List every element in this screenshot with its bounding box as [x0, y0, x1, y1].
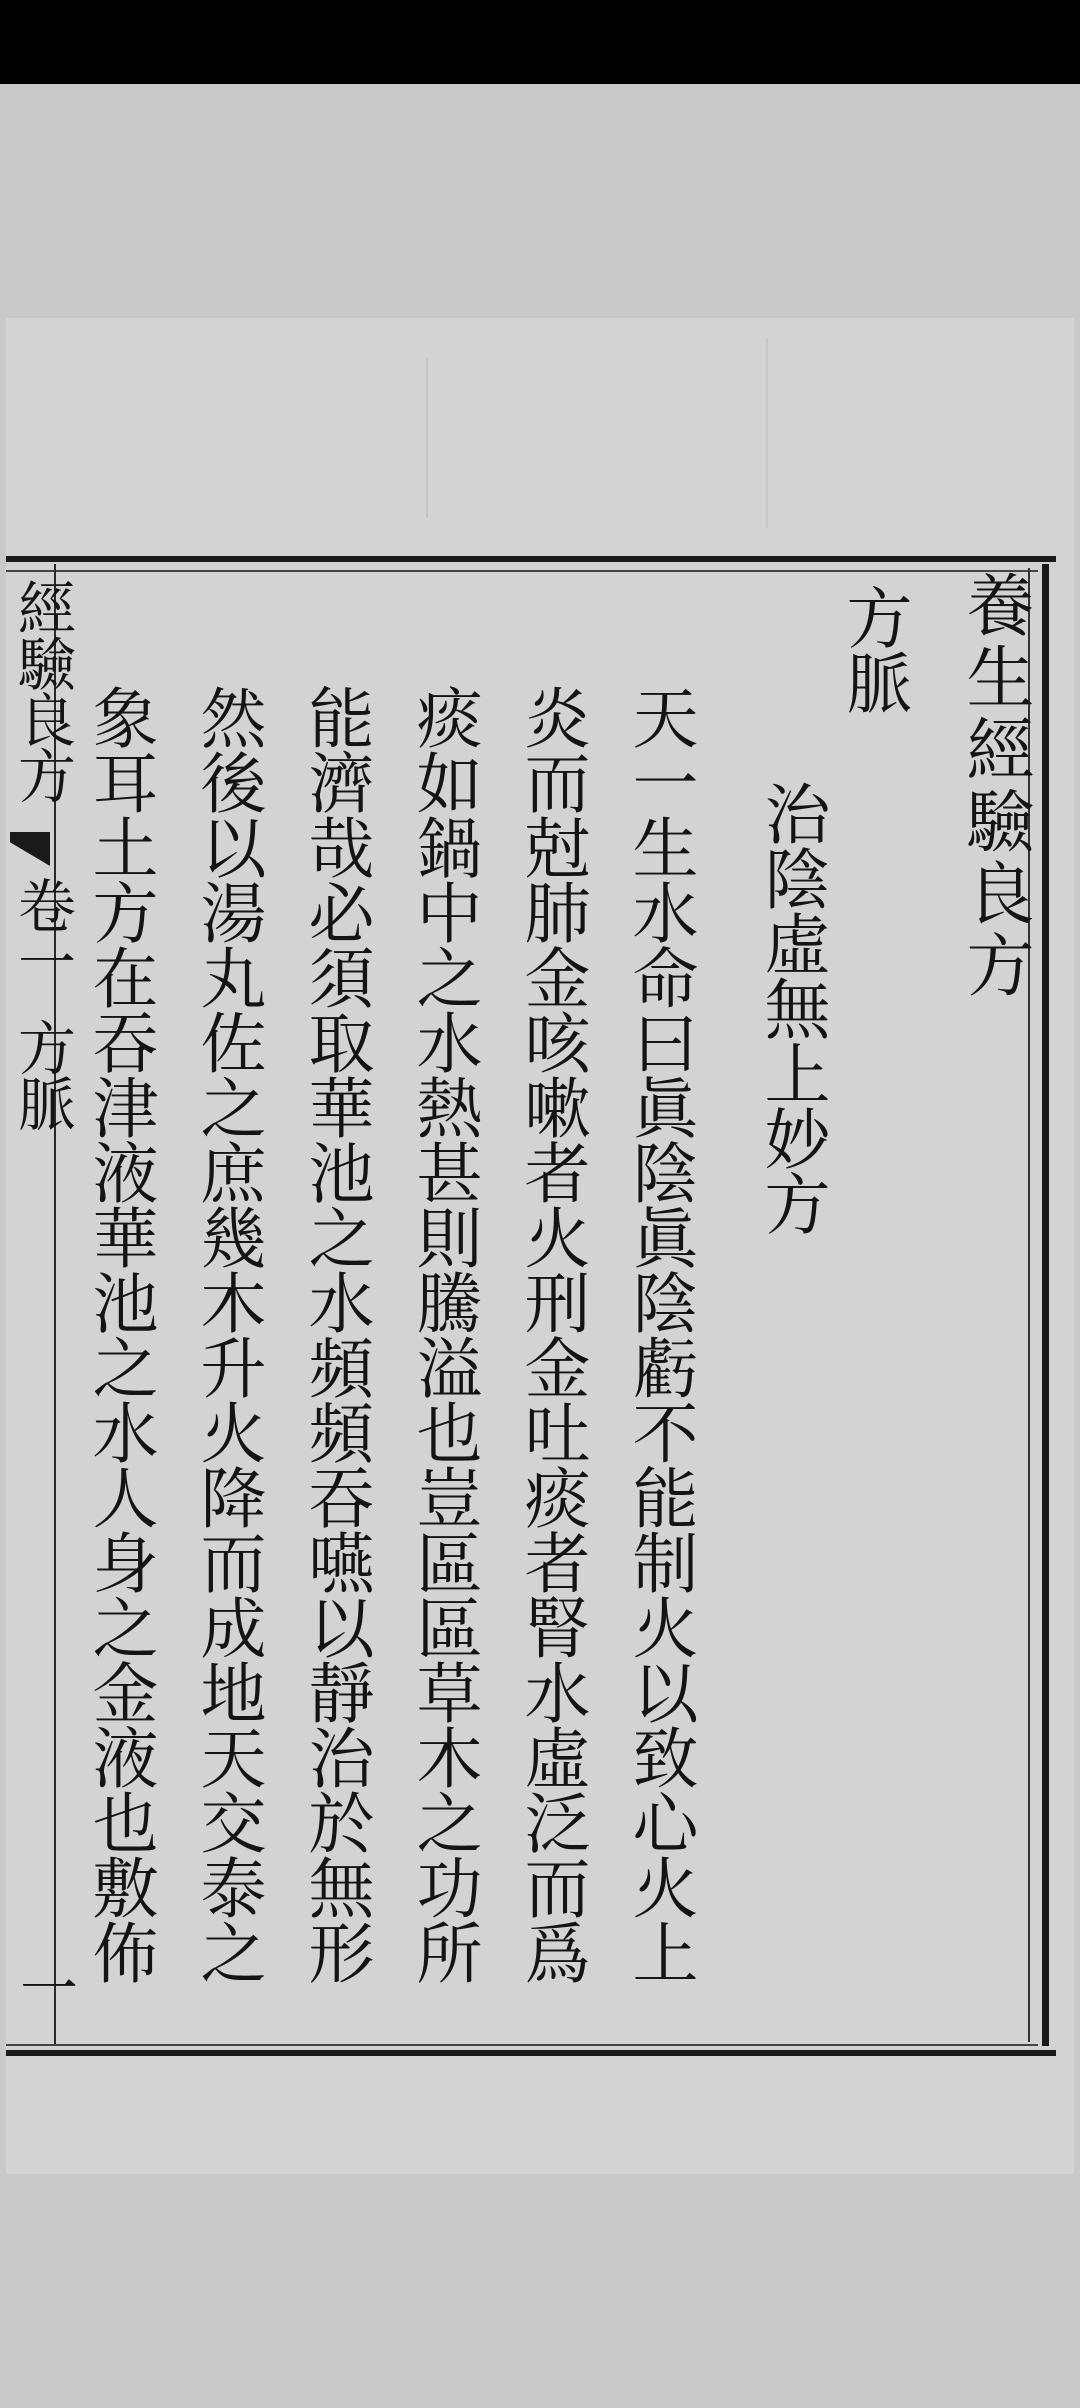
frame-right-border	[1042, 564, 1049, 2046]
text-column-5: 然後以湯丸佐之庶幾木升火降而成地天交泰之	[189, 684, 266, 1984]
spine-volume: 卷一	[8, 876, 76, 988]
text-column-3: 痰如鍋中之水熱甚則騰溢也豈區區草木之功所	[405, 684, 482, 1984]
text-column-1: 天一生水命曰眞陰眞陰虧不能制火以致心火上	[621, 684, 698, 1984]
folio-number: 一	[10, 1958, 78, 2016]
bleed-through-mark	[426, 358, 428, 518]
bleed-through-mark	[766, 338, 768, 528]
text-column-6: 象耳土方在吞津液華池之水人身之金液也敷佈	[81, 684, 158, 1984]
scanned-book-page	[6, 318, 1074, 2174]
status-bar	[0, 0, 1080, 84]
book-title: 養生經驗良方	[955, 570, 1034, 1002]
frame-inner-top-rule	[6, 570, 1038, 572]
text-column-2: 炎而尅肺金咳嗽者火刑金吐痰者腎水虛泛而爲	[513, 684, 590, 1984]
spine-chapter: 方脈	[8, 1018, 76, 1130]
chapter-heading: 方脈	[835, 584, 912, 714]
spine-title: 經驗良方	[8, 578, 76, 802]
section-title: 治陰虛無上妙方	[753, 780, 830, 1235]
frame-inner-bottom-rule	[6, 2044, 1038, 2046]
text-column-4: 能濟哉必須取華池之水頻頻吞嚥以靜治於無形	[297, 684, 374, 1984]
